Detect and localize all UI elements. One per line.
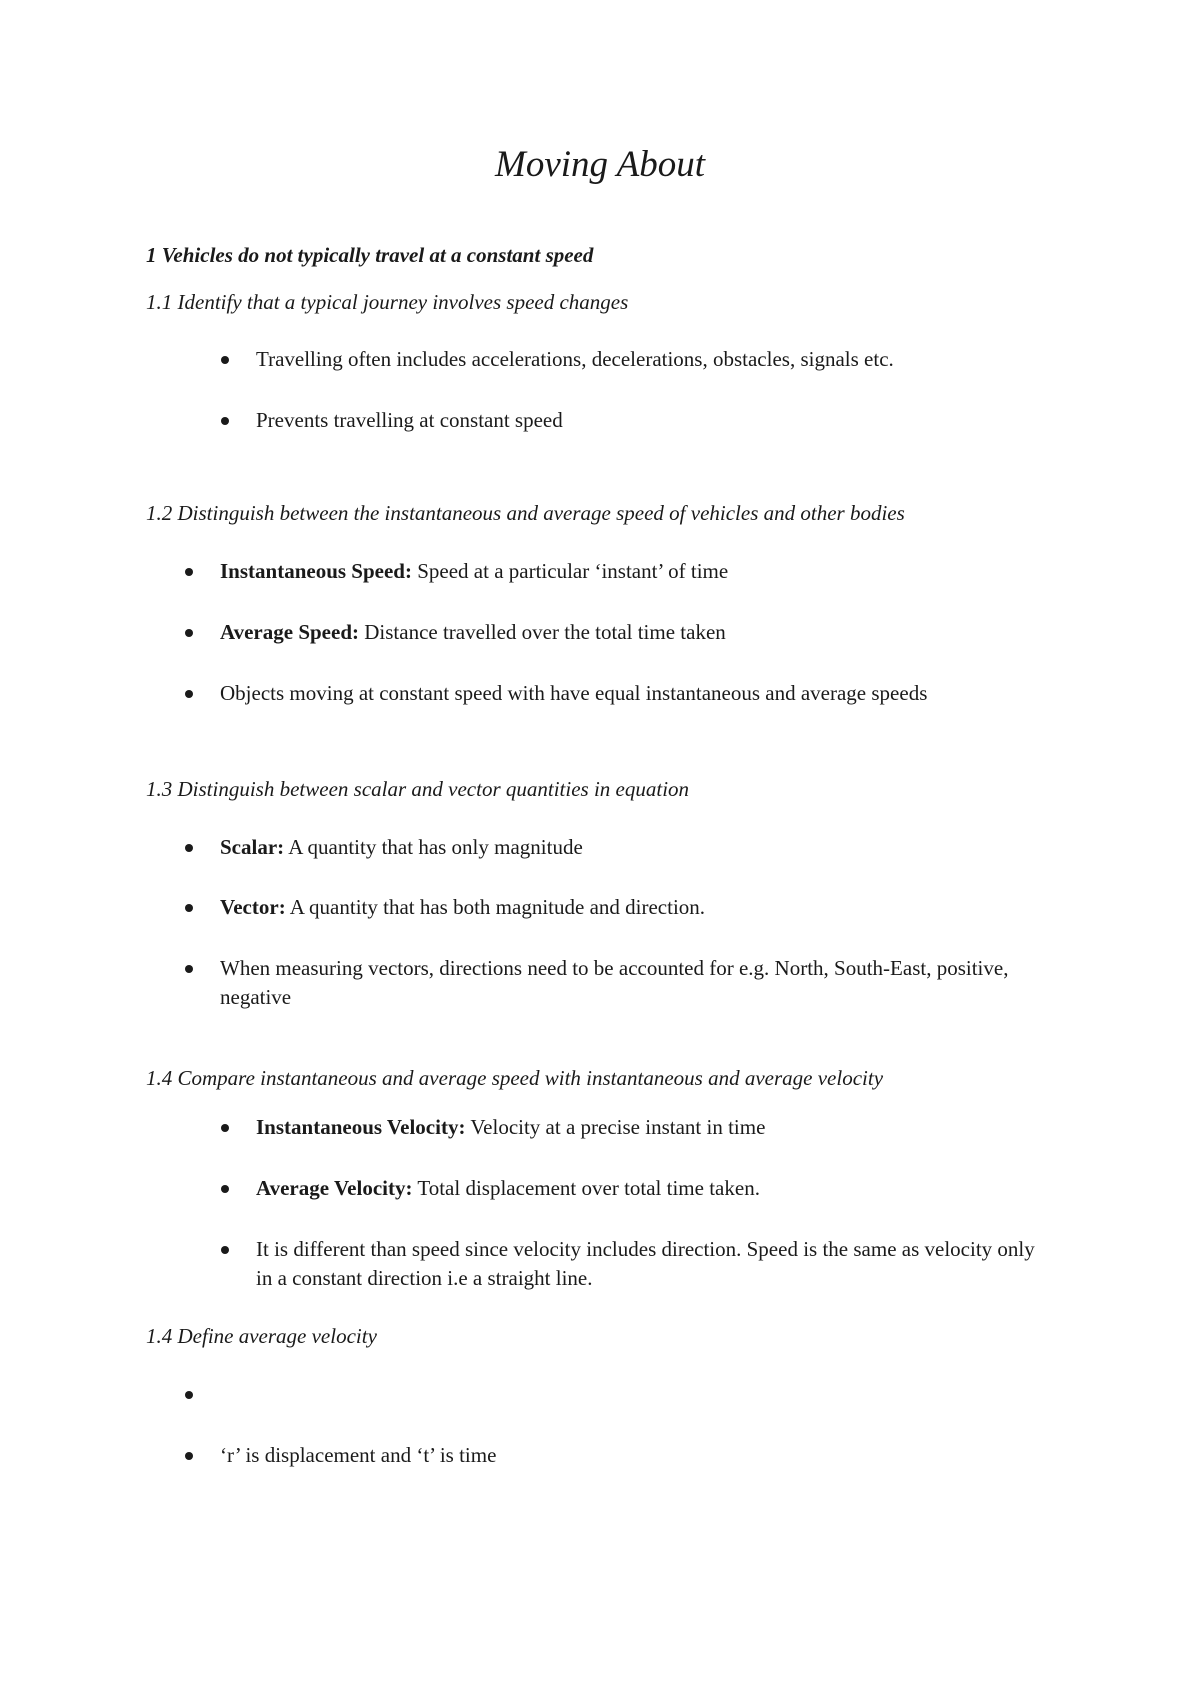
term-label: Instantaneous Speed:	[220, 559, 412, 583]
term-definition: Total displacement over total time taken.	[412, 1176, 760, 1200]
bullet-icon	[185, 904, 193, 912]
term-label: Scalar:	[220, 835, 285, 859]
list-item: Objects moving at constant speed with have equal instantaneous and average speeds	[220, 681, 928, 705]
list-item: Prevents travelling at constant speed	[256, 408, 563, 432]
list-item	[220, 833, 583, 862]
bullet-icon	[185, 629, 193, 637]
term-definition: Distance travelled over the total time taken	[359, 620, 726, 644]
bullet-icon	[221, 1124, 229, 1132]
subsection-heading-1-1: 1.1 Identify that a typical journey involves speed changes	[146, 290, 629, 314]
list-item	[220, 893, 705, 922]
bullet-icon	[185, 690, 193, 698]
bullet-icon	[185, 844, 193, 852]
bullet-icon	[185, 568, 193, 576]
bullet-icon	[185, 1452, 193, 1460]
term-label: Average Velocity:	[256, 1176, 413, 1200]
list-item: When measuring vectors, directions need to be accounted for e.g. North, South-East, positive, negative	[220, 956, 1009, 1009]
list-item: It is different than speed since velocity includes direction. Speed is the same as velocity only in a constant direction i.e a straight line.	[256, 1237, 1035, 1290]
term-label: Vector:	[220, 895, 286, 919]
subsection-heading-1-4: 1.4 Compare instantaneous and average speed with instantaneous and average velocity	[146, 1066, 884, 1090]
term-label: Average Speed:	[220, 620, 359, 644]
subsection-heading-1-2: 1.2 Distinguish between the instantaneous and average speed of vehicles and other bodies	[146, 501, 905, 525]
subsection-heading-1-3: 1.3 Distinguish between scalar and vector quantities in equation	[146, 777, 690, 801]
list-item: ‘r’ is displacement and ‘t’ is time	[220, 1443, 497, 1467]
term-definition: Speed at a particular ‘instant’ of time	[411, 559, 729, 583]
bullet-icon	[221, 417, 229, 425]
bullet-icon	[221, 1185, 229, 1193]
list-item: Travelling often includes accelerations, decelerations, obstacles, signals etc.	[256, 347, 894, 371]
section-heading: 1 Vehicles do not typically travel at a constant speed	[146, 243, 594, 267]
bullet-icon	[185, 965, 193, 973]
term-label: Instantaneous Velocity:	[256, 1115, 466, 1139]
bullet-icon	[221, 356, 229, 364]
page-title: Moving About	[495, 144, 705, 185]
term-definition: Velocity at a precise instant in time	[465, 1115, 766, 1139]
bullet-icon	[221, 1246, 229, 1254]
list-item	[220, 557, 728, 586]
subsection-heading-1-4-define: 1.4 Define average velocity	[146, 1324, 377, 1348]
term-definition: A quantity that has both magnitude and direction.	[285, 895, 706, 919]
bullet-icon	[185, 1391, 193, 1399]
list-item	[256, 1113, 765, 1142]
term-definition: A quantity that has only magnitude	[284, 835, 583, 859]
list-item	[256, 1174, 760, 1203]
list-item	[220, 618, 726, 647]
